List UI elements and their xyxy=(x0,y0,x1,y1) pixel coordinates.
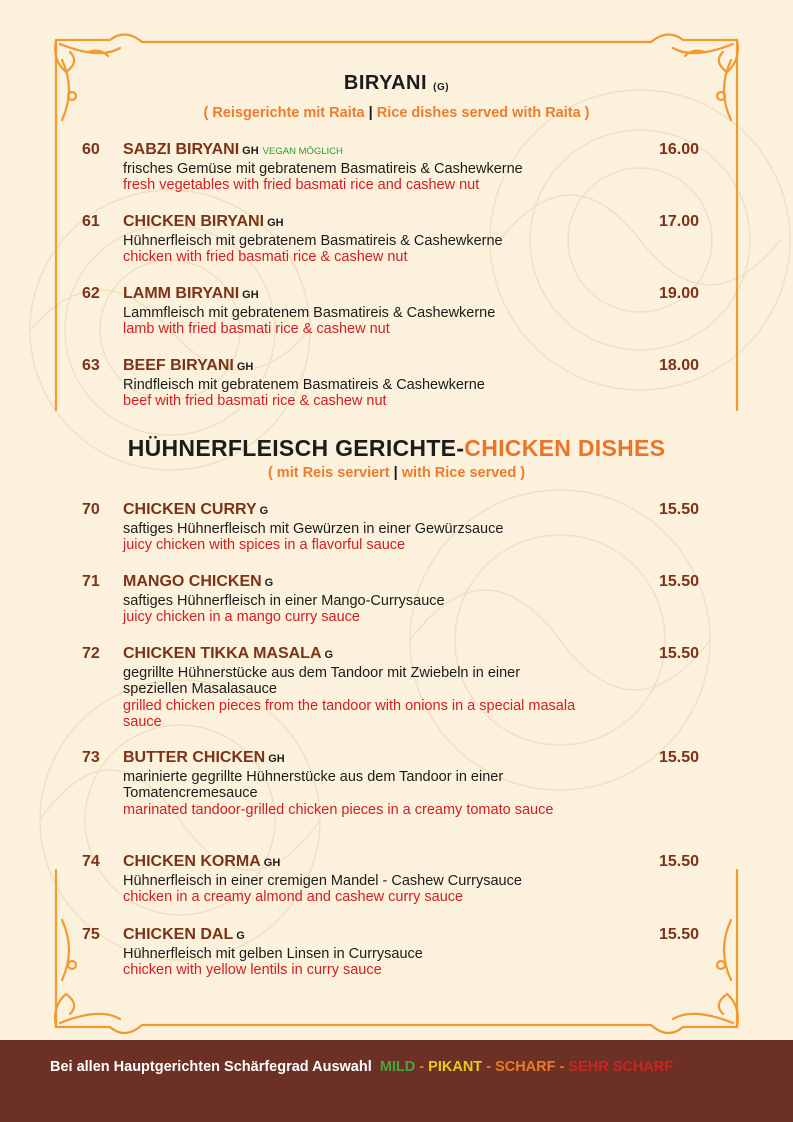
allergen-tag: GH xyxy=(242,289,259,301)
spice-separator: - xyxy=(486,1059,492,1075)
biryani-subtitle-de: ( Reisgerichte mit Raita xyxy=(203,105,365,121)
description-german: marinierte gegrillte Hühnerstücke aus dem Tandoor in einer Tomatencremesauce xyxy=(123,769,504,802)
item-price: 15.50 xyxy=(658,853,699,870)
chicken-section-title xyxy=(0,435,793,462)
item-number: 70 xyxy=(82,501,100,518)
item-number: 71 xyxy=(82,573,100,590)
item-number: 73 xyxy=(82,749,100,766)
item-price: 15.50 xyxy=(658,749,699,766)
description-german: saftiges Hühnerfleisch mit Gewürzen in einer Gewürzsauce xyxy=(123,521,504,537)
item-number: 60 xyxy=(82,141,100,158)
spice-level-intro: Bei allen Hauptgerichten Schärfegrad Auswahl xyxy=(50,1059,372,1075)
item-price: 15.50 xyxy=(658,926,699,943)
allergen-tag: GH xyxy=(268,753,285,765)
description-english: juicy chicken with spices in a flavorful sauce xyxy=(123,537,406,554)
description-german: frisches Gemüse mit gebratenem Basmatireis & Cashewkerne xyxy=(123,161,523,177)
description-english: chicken in a creamy almond and cashew curry sauce xyxy=(123,889,464,906)
spice-sehr-scharf: SEHR SCHARF xyxy=(568,1059,674,1075)
spice-separator: - xyxy=(559,1059,565,1075)
biryani-subtitle-separator: | xyxy=(368,105,373,121)
description-german: gegrillte Hühnerstücke aus dem Tandoor mit Zwiebeln in einer speziellen Masalasauce xyxy=(123,665,521,698)
spice-mild: MILD xyxy=(379,1059,416,1075)
item-price: 15.50 xyxy=(658,645,699,662)
item-number: 62 xyxy=(82,285,100,302)
description-english: juicy chicken in a mango curry sauce xyxy=(123,609,360,626)
allergen-tag: GH xyxy=(263,857,281,869)
item-description xyxy=(123,873,583,906)
chicken-subtitle-separator: | xyxy=(393,465,398,481)
chicken-title-main: HÜHNERFLEISCH GERICHTE- xyxy=(127,435,465,461)
description-german: saftiges Hühnerfleisch in einer Mango-Currysauce xyxy=(123,593,445,609)
spice-scharf: SCHARF xyxy=(495,1059,556,1075)
item-price: 15.50 xyxy=(658,573,699,590)
allergen-tag: G xyxy=(236,930,245,942)
spice-pikant: PIKANT xyxy=(428,1059,483,1075)
description-english: lamb with fried basmati rice & cashew nut xyxy=(123,321,390,338)
item-number: 74 xyxy=(82,853,100,870)
allergen-tag: GH xyxy=(242,145,259,157)
allergen-tag: G xyxy=(259,505,269,517)
description-german: Hühnerfleisch in einer cremigen Mandel - Cashew Currysauce xyxy=(123,873,522,889)
item-name: CHICKEN BIRYANI GH xyxy=(123,213,284,230)
item-description xyxy=(123,593,583,626)
description-german: Hühnerfleisch mit gelben Linsen in Currysauce xyxy=(123,946,423,962)
description-english: beef with fried basmati rice & cashew nut xyxy=(123,393,387,410)
item-name: CHICKEN KORMA GH xyxy=(123,853,281,870)
description-german: Rindfleisch mit gebratenem Basmatireis & Cashewkerne xyxy=(123,377,485,393)
item-number: 63 xyxy=(82,357,100,374)
item-name: CHICKEN TIKKA MASALA G xyxy=(123,645,334,662)
item-description xyxy=(123,665,583,730)
item-number: 75 xyxy=(82,926,100,943)
item-description xyxy=(123,161,583,194)
chicken-subtitle-de: ( mit Reis serviert xyxy=(267,465,390,481)
item-number: 72 xyxy=(82,645,100,662)
item-name: LAMM BIRYANI GH xyxy=(123,285,259,302)
biryani-section-title xyxy=(0,72,793,95)
item-description xyxy=(123,305,583,338)
item-price: 18.00 xyxy=(658,357,699,374)
item-price: 16.00 xyxy=(658,141,699,158)
biryani-title-text: BIRYANI xyxy=(343,72,428,94)
item-name: CHICKEN DAL G xyxy=(123,926,245,943)
description-german: Hühnerfleisch mit gebratenem Basmatireis & Cashewkerne xyxy=(123,233,503,249)
spice-separator: - xyxy=(419,1059,425,1075)
allergen-tag: GH xyxy=(236,361,254,373)
footer-bar xyxy=(0,1040,793,1122)
item-description xyxy=(123,233,583,266)
biryani-subtitle-en: Rice dishes served with Raita ) xyxy=(376,105,590,121)
item-name: SABZI BIRYANI GH VEGAN MÖGLICH xyxy=(123,141,343,158)
item-name: BEEF BIRYANI GH xyxy=(123,357,254,374)
item-number: 61 xyxy=(82,213,100,230)
item-name: BUTTER CHICKEN GH xyxy=(123,749,285,766)
item-description xyxy=(123,377,583,410)
chicken-title-accent: CHICKEN DISHES xyxy=(464,435,666,461)
description-english: fresh vegetables with fried basmati rice and cashew nut xyxy=(123,177,480,194)
item-description xyxy=(123,521,583,554)
item-description xyxy=(123,946,583,979)
biryani-subtitle xyxy=(0,105,793,121)
chicken-subtitle xyxy=(0,465,793,481)
item-price: 15.50 xyxy=(658,501,699,518)
biryani-title-tag: (G) xyxy=(433,82,450,93)
chicken-subtitle-en: with Rice served ) xyxy=(401,465,526,481)
description-german: Lammfleisch mit gebratenem Basmatireis & Cashewkerne xyxy=(123,305,496,321)
allergen-tag: GH xyxy=(267,217,284,229)
allergen-tag: G xyxy=(264,577,274,589)
item-price: 19.00 xyxy=(658,285,699,302)
item-name: CHICKEN CURRY G xyxy=(123,501,269,518)
allergen-tag: G xyxy=(324,649,334,661)
item-name: MANGO CHICKEN G xyxy=(123,573,274,590)
description-english: grilled chicken pieces from the tandoor with onions in a special masala sauce xyxy=(123,697,576,730)
item-description xyxy=(123,769,583,818)
description-english: chicken with yellow lentils in curry sauce xyxy=(123,962,382,979)
vegan-note: VEGAN MÖGLICH xyxy=(262,146,343,157)
description-english: chicken with fried basmati rice & cashew nut xyxy=(123,249,408,266)
spice-level-note xyxy=(50,1059,673,1075)
item-price: 17.00 xyxy=(658,213,699,230)
description-english: marinated tandoor-grilled chicken pieces in a creamy tomato sauce xyxy=(123,801,554,818)
